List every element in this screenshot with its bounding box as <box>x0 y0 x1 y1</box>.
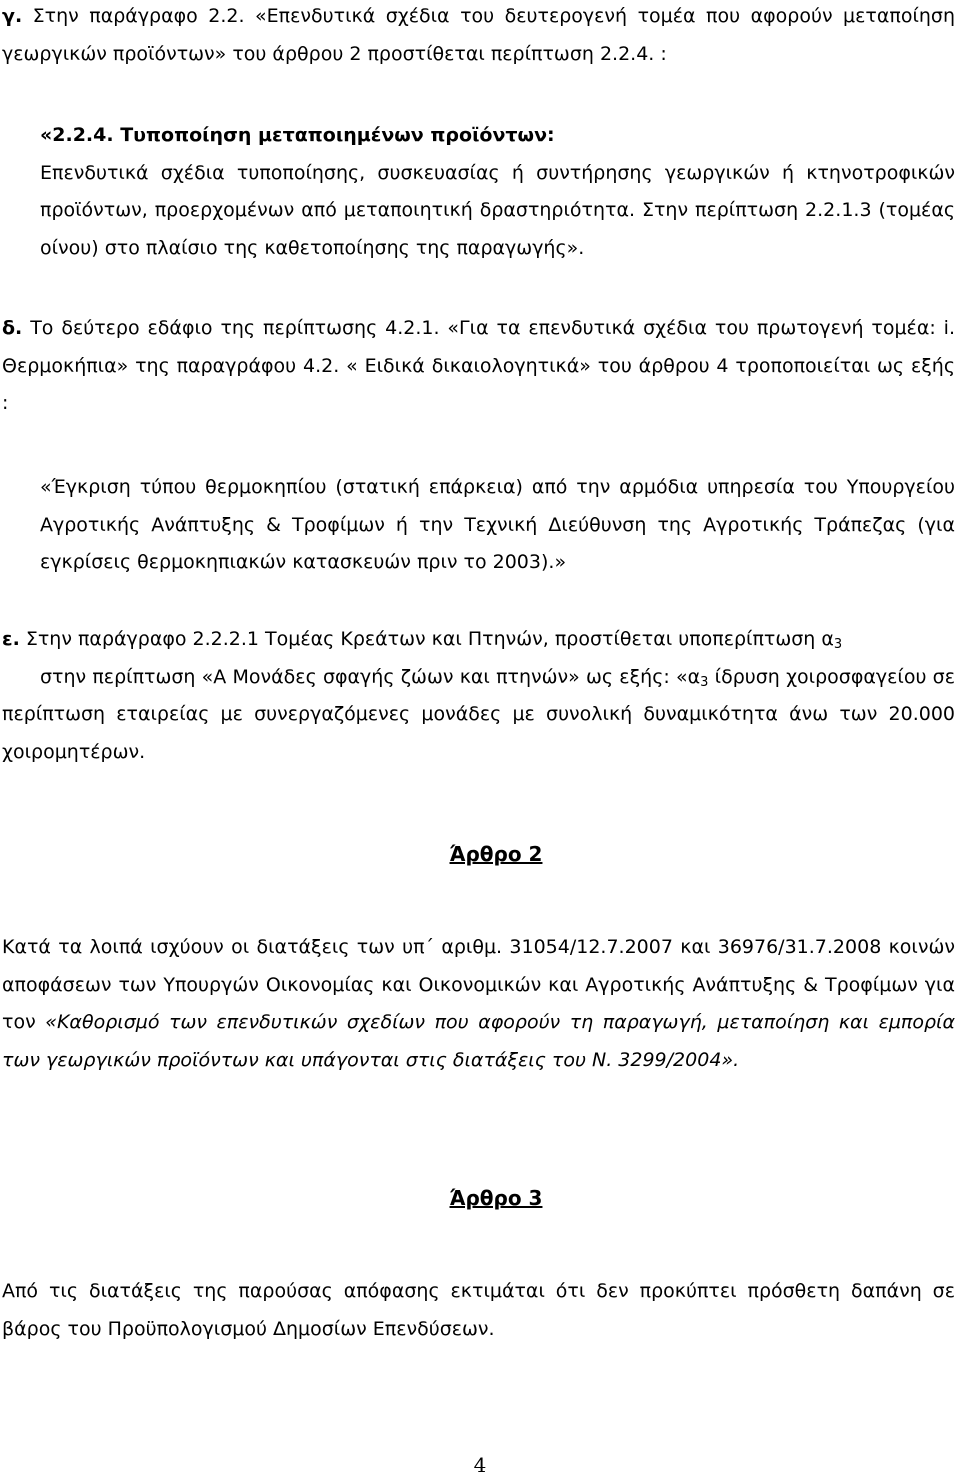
paragraph-quote <box>40 469 955 582</box>
paragraph-2-2-4-text: Επενδυτικά σχέδια τυποποίησης, συσκευασίας ή συντήρησης γεωργικών ή κτηνοτροφικών προϊόντων, προερχομένων από μεταποιητική δραστηριότητα. Στην περίπτωση 2.2.1.3 (τομέας οίνου) στο πλαίσιο της καθετοποίησης της παραγωγής». <box>40 161 955 259</box>
article-2-title: Άρθρο 2 <box>449 842 543 866</box>
article-3-title: Άρθρο 3 <box>449 1186 543 1210</box>
article-2-text-italic: «Καθορισμό των επενδυτικών σχεδίων που αφορούν τη παραγωγή, μεταποίηση και εμπορία των γεωργικών προϊόντων και υπάγονται στις διατάξεις του Ν. 3299/2004». <box>2 1011 956 1071</box>
article-3-text-body: Από τις διατάξεις της παρούσας απόφασης εκτιμάται ότι δεν προκύπτει πρόσθετη δαπάνη σε βάρος του Προϋπολογισμού Δημοσίων Επενδύσεων. <box>2 1280 955 1340</box>
paragraph-2-2-4-heading: «2.2.4. Τυποποίηση μεταποιημένων προϊόντων: <box>40 124 555 146</box>
subscript-3: 3 <box>700 674 709 690</box>
subscript-3: 3 <box>833 637 843 652</box>
article-2-text-plain: Κατά τα λοιπά ισχύουν οι διατάξεις των υπ΄ αριθμ. 31054/12.7.2007 και 36976/31.7.2008 κοινών αποφάσεων των Υπουργών Οικονομίας και Οικονομικών και Αγροτικής Ανάπτυξης & Τροφίμων για τον <box>2 936 955 1034</box>
page-number: 4 <box>473 1453 487 1477</box>
article-3-text <box>2 1273 955 1348</box>
paragraph-gamma-text: Στην παράγραφο 2.2. «Επενδυτικά σχέδια του δευτερογενή τομέα που αφορούν μεταποίηση γεωργικών προϊόντων» του άρθρου 2 προστίθεται περίπτωση 2.2.4. : <box>2 5 955 65</box>
paragraph-epsilon-text-3: ίδρυση χοιροσφαγείου σε περίπτωση εταιρείας με συνεργαζόμενες μονάδες με συνολική δυναμικότητα άνω των 20.000 χοιρομητέρων. <box>2 665 955 763</box>
paragraph-delta-marker: δ. <box>2 317 23 339</box>
paragraph-epsilon-marker: ε. <box>2 628 20 650</box>
paragraph-gamma <box>2 0 955 73</box>
paragraph-epsilon-text-1: Στην παράγραφο 2.2.2.1 Τομέας Κρεάτων και Πτηνών, προστίθεται υποπερίπτωση α <box>19 628 834 650</box>
paragraph-epsilon <box>2 621 955 771</box>
paragraph-2-2-4 <box>40 117 955 267</box>
paragraph-quote-text: «Έγκριση τύπου θερμοκηπίου (στατική επάρκεια) από την αρμόδια υπηρεσία του Υπουργείου Αγροτικής Ανάπτυξης & Τροφίμων ή την Τεχνική Διεύθυνση της Αγροτικής Τράπεζας (για εγκρίσεις θερμοκηπιακών κατασκευών πριν το 2003).» <box>40 476 955 574</box>
paragraph-epsilon-text-2: στην περίπτωση «Α Μονάδες σφαγής ζώων και πτηνών» ως εξής: «α <box>40 665 701 688</box>
paragraph-delta <box>2 310 955 423</box>
paragraph-delta-text: Το δεύτερο εδάφιο της περίπτωσης 4.2.1. «Για τα επενδυτικά σχέδια του πρωτογενή τομέα: i. Θερμοκήπια» της παραγράφου 4.2. « Ειδικά δικαιολογητικά» του άρθρου 4 τροποποιείται ως εξής : <box>2 317 955 415</box>
paragraph-gamma-marker: γ. <box>2 5 23 27</box>
article-2-text <box>2 929 955 1079</box>
